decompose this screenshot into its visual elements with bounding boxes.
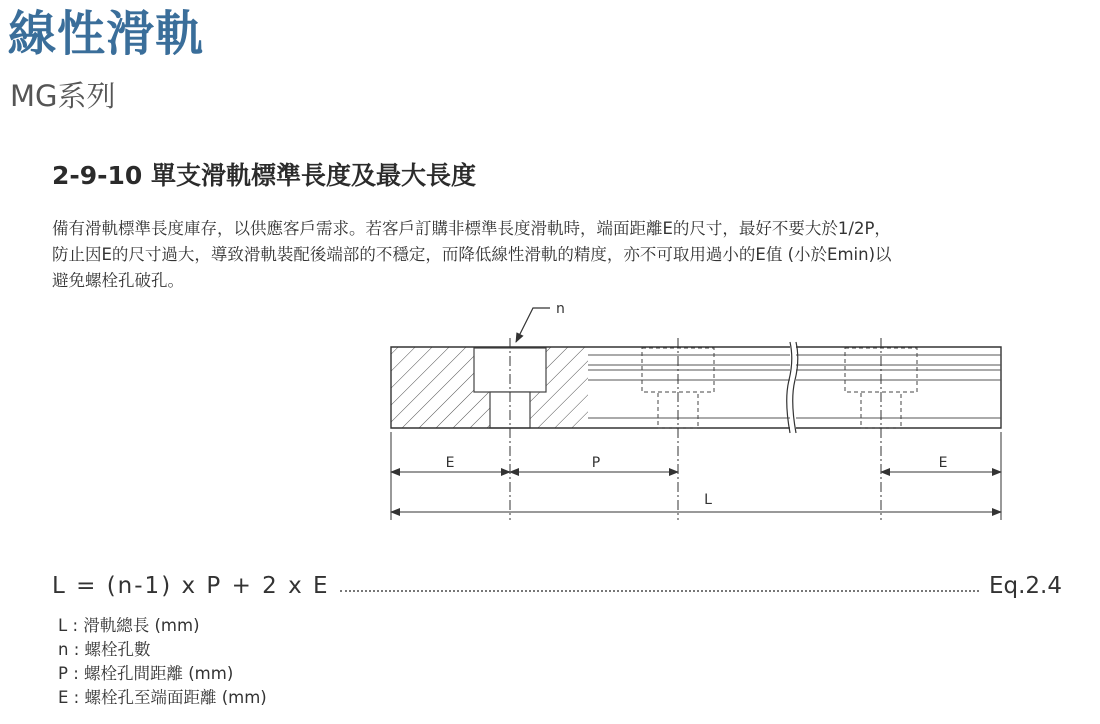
page-subtitle: MG系列 [10, 79, 116, 113]
legend-item: E : 螺栓孔至端面距離 (mm) [58, 688, 267, 707]
legend-item: n : 螺栓孔數 [58, 640, 151, 659]
dim-e-left-label: E [445, 455, 455, 471]
legend-item: P : 螺栓孔間距離 (mm) [58, 664, 234, 683]
formula-row [52, 566, 1062, 606]
rail-diagram [370, 290, 1030, 530]
intro-line: 防止因E的尺寸過大，導致滑軌裝配後端部的不穩定，而降低線性滑軌的精度，亦不可取用過小的E值 (小於Emin)以 [52, 245, 892, 264]
page-title: 線性滑軌 [8, 6, 205, 62]
section-heading: 2-9-10 單支滑軌標準長度及最大長度 [52, 161, 477, 190]
legend-item: L : 滑軌總長 (mm) [58, 616, 200, 635]
rail-body [391, 338, 1001, 520]
dim-p-label: P [591, 455, 601, 471]
n-leader [516, 308, 550, 342]
intro-line: 避免螺栓孔破孔。 [52, 271, 184, 290]
dim-e-right-label: E [938, 455, 948, 471]
intro-paragraph [52, 216, 1092, 294]
rail-outline-right [796, 347, 1001, 428]
n-label: n [556, 301, 565, 317]
dot-leader [340, 590, 979, 592]
symbol-legend [58, 614, 267, 710]
intro-line: 備有滑軌標準長度庫存，以供應客戶需求。若客戶訂購非標準長度滑軌時，端面距離E的尺寸，最好不要大於1/2P， [52, 219, 891, 238]
dim-l-label: L [704, 492, 712, 508]
groove-lines [588, 355, 1001, 418]
extension-lines [391, 432, 1001, 520]
formula-expression: L = (n-1) x P + 2 x E [52, 573, 330, 599]
break-symbol [787, 342, 798, 433]
equation-number: Eq.2.4 [988, 573, 1062, 599]
